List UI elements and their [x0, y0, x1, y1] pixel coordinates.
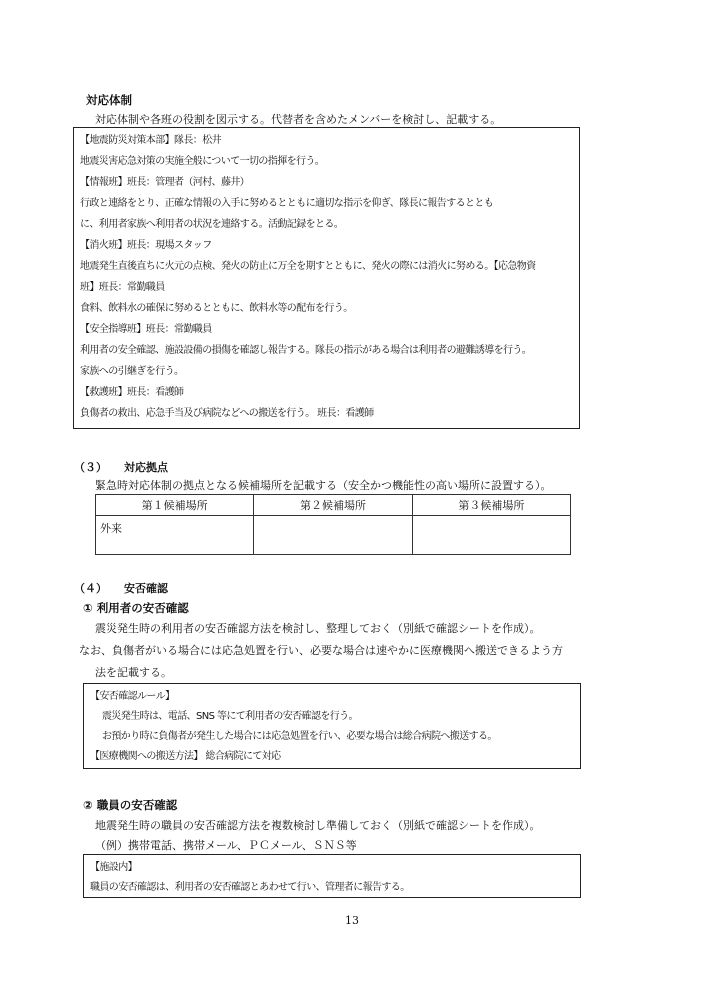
box-line: 地震災害応急対策の実施全般について一切の指揮を行う。	[80, 156, 325, 167]
box-line: 【施設内】	[90, 862, 137, 873]
user-safety-rule-box	[83, 683, 581, 769]
box-line: 【地震防災対策本部】隊長：松井	[80, 135, 221, 146]
table-header: 第１候補場所	[96, 495, 254, 516]
box-line: 【安否確認ルール】	[90, 691, 175, 702]
section-heading-safety: 安否確認	[124, 582, 168, 595]
box-line: 【救護班】班長：看護師	[80, 387, 184, 398]
user-safety-text: 震災発生時の利用者の安否確認方法を検討し、整理しておく（別紙で確認シートを作成）。	[95, 622, 541, 635]
staff-safety-box	[83, 854, 581, 898]
section-number-safety: （４）	[74, 582, 107, 595]
staff-safety-text: 地震発生時の職員の安否確認方法を複数検討し準備しておく（別紙で確認シートを作成）。	[95, 819, 541, 832]
table-header: 第２候補場所	[254, 495, 412, 516]
box-line: 負傷者の救出、応急手当及び病院などへの搬送を行う。 班長：看護師	[80, 408, 374, 419]
user-safety-text: なお、負傷者がいる場合には応急処置を行い、必要な場合は速やかに医療機関へ搬送できるよう方	[79, 644, 563, 657]
box-line: 行政と連絡をとり、正確な情報の入手に努めるとともに適切な指示を仰ぎ、隊長に報告するととも	[80, 198, 494, 209]
table-header: 第３候補場所	[412, 495, 570, 516]
table-cell: 外来	[96, 516, 254, 555]
table-cell	[254, 516, 412, 555]
box-line: 震災発生時は、電話、SNS 等にて利用者の安否確認を行う。	[102, 711, 358, 722]
table-cell	[412, 516, 570, 555]
box-line: 家族への引継ぎを行う。	[80, 366, 184, 377]
box-line: 【消火班】班長：現場スタッフ	[80, 240, 212, 251]
box-line: 利用者の安全確認、施設設備の損傷を確認し報告する。隊長の指示がある場合は利用者の避難誘導を行う。	[80, 345, 532, 356]
response-system-intro: 対応体制や各班の役割を図示する。代替者を含めたメンバーを検討し、記載する。	[95, 113, 502, 126]
staff-safety-text: （例）携帯電話、携帯メール、ＰＣメール、ＳＮＳ等	[95, 839, 357, 852]
page-number: 13	[345, 914, 359, 927]
response-system-box	[73, 127, 580, 429]
candidate-location-table	[95, 494, 571, 555]
box-line: 【医療機関への搬送方法】 総合病院にて対応	[90, 751, 281, 762]
user-safety-text: 法を記載する。	[95, 666, 172, 679]
section-heading-response-system: 対応体制	[86, 93, 132, 107]
subheading-staff-safety: ② 職員の安否確認	[83, 798, 178, 812]
box-line: お預かり時に負傷者が発生した場合には応急処置を行い、必要な場合は総合病院へ搬送する。	[102, 731, 497, 742]
section-heading-base: 対応拠点	[124, 461, 168, 474]
section-number-base: （３）	[74, 461, 107, 474]
box-line: 食料、飲料水の確保に努めるとともに、飲料水等の配布を行う。	[80, 303, 353, 314]
box-line: 【安全指導班】班長：常勤職員	[80, 324, 212, 335]
box-line: に、利用者家族へ利用者の状況を連絡する。活動記録をとる。	[80, 219, 344, 230]
subheading-user-safety: ① 利用者の安否確認	[83, 601, 189, 615]
box-line: 地震発生直後直ちに火元の点検、発火の防止に万全を期すとともに、発火の際には消火に努める。【応急物資	[80, 261, 536, 272]
box-line: 【情報班】班長：管理者（河村、藤井）	[80, 177, 250, 188]
box-line: 班】班長：常勤職員	[80, 282, 165, 293]
base-intro: 緊急時対応体制の拠点となる候補場所を記載する（安全かつ機能性の高い場所に設置する）。	[95, 479, 552, 492]
box-line: 職員の安否確認は、利用者の安否確認とあわせて行い、管理者に報告する。	[90, 882, 410, 893]
